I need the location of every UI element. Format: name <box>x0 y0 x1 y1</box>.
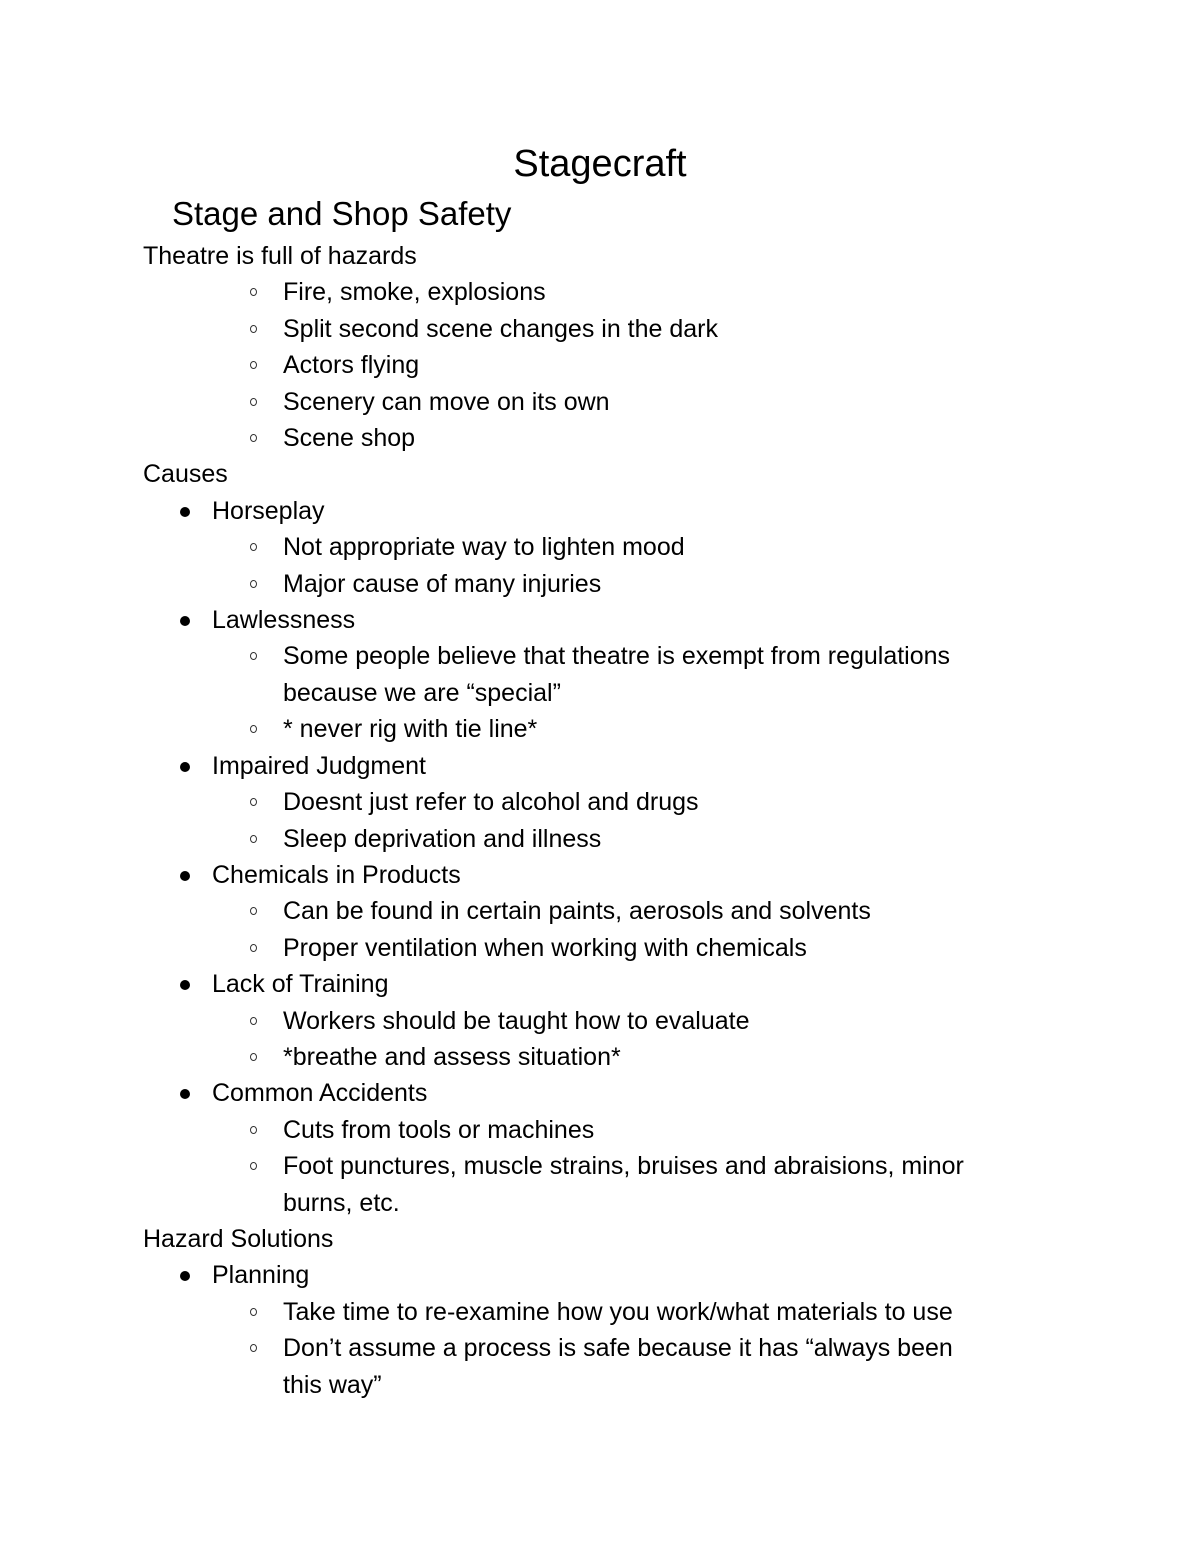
section-heading-causes: Causes <box>143 460 228 489</box>
list-item <box>0 638 1200 674</box>
list-item-text: Take time to re-examine how you work/what materials to use <box>283 1297 953 1326</box>
bullet-item-text: Horseplay <box>212 496 325 525</box>
document-title: Stagecraft <box>513 143 687 185</box>
section-heading-hazard-solutions: Hazard Solutions <box>143 1224 334 1253</box>
bullet-item-text: Lack of Training <box>212 970 389 999</box>
bullet-item-lack-of-training <box>0 966 1200 1002</box>
hollow-bullet-icon <box>250 1017 257 1025</box>
list-item-text: Scenery can move on its own <box>283 387 610 416</box>
hollow-bullet-icon <box>250 398 257 406</box>
list-item <box>0 930 1200 966</box>
list-item-text: Fire, smoke, explosions <box>283 278 546 307</box>
section-heading-hazards: Theatre is full of hazards <box>143 242 417 270</box>
bullet-item-horseplay <box>0 493 1200 529</box>
hollow-bullet-icon <box>250 434 257 442</box>
filled-bullet-icon <box>180 871 190 881</box>
hollow-bullet-icon <box>250 725 257 733</box>
bullet-item-text: Planning <box>212 1261 310 1290</box>
list-item-continuation: this way” <box>283 1370 382 1399</box>
list-item <box>0 821 1200 857</box>
hollow-bullet-icon <box>250 288 257 296</box>
hollow-bullet-icon <box>250 580 257 588</box>
bullet-item-chemicals <box>0 857 1200 893</box>
document-subtitle: Stage and Shop Safety <box>172 195 512 232</box>
bullet-item-text: Common Accidents <box>212 1079 428 1108</box>
list-item <box>0 274 1200 310</box>
list-item <box>0 1039 1200 1075</box>
filled-bullet-icon <box>180 616 190 626</box>
bullet-item-text: Impaired Judgment <box>212 751 427 780</box>
hollow-bullet-icon <box>250 1344 257 1352</box>
list-item-text: Can be found in certain paints, aerosols and solvents <box>283 897 871 926</box>
hollow-bullet-icon <box>250 1126 257 1134</box>
list-item-text: Scene shop <box>283 424 416 453</box>
bullet-item-text: Chemicals in Products <box>212 860 461 889</box>
list-item <box>0 384 1200 420</box>
list-item <box>0 311 1200 347</box>
list-item-text: Workers should be taught how to evaluate <box>283 1006 750 1035</box>
list-item <box>0 1294 1200 1330</box>
list-item <box>0 529 1200 565</box>
list-item-continuation: because we are “special” <box>283 678 561 707</box>
list-item <box>0 1003 1200 1039</box>
hollow-bullet-icon <box>250 798 257 806</box>
list-item <box>0 1330 1200 1366</box>
bullet-item-planning <box>0 1257 1200 1293</box>
list-item-text: Proper ventilation when working with chemicals <box>283 933 807 962</box>
filled-bullet-icon <box>180 1089 190 1099</box>
bullet-item-impaired-judgment <box>0 748 1200 784</box>
hollow-bullet-icon <box>250 361 257 369</box>
bullet-item-common-accidents <box>0 1075 1200 1111</box>
hollow-bullet-icon <box>250 835 257 843</box>
hollow-bullet-icon <box>250 944 257 952</box>
list-item <box>0 1148 1200 1184</box>
bullet-item-text: Lawlessness <box>212 606 356 635</box>
hollow-bullet-icon <box>250 1162 257 1170</box>
hollow-bullet-icon <box>250 1308 257 1316</box>
list-item <box>0 566 1200 602</box>
hollow-bullet-icon <box>250 543 257 551</box>
list-item-text: Actors flying <box>283 351 420 380</box>
filled-bullet-icon <box>180 980 190 990</box>
list-item <box>0 893 1200 929</box>
filled-bullet-icon <box>180 507 190 517</box>
list-item-text: Cuts from tools or machines <box>283 1115 595 1144</box>
list-item-text: Not appropriate way to lighten mood <box>283 533 685 562</box>
list-item <box>0 420 1200 456</box>
list-item-text: Doesnt just refer to alcohol and drugs <box>283 788 699 817</box>
list-item-text: Split second scene changes in the dark <box>283 314 718 343</box>
list-item-text: * never rig with tie line* <box>283 715 538 744</box>
hollow-bullet-icon <box>250 1053 257 1061</box>
filled-bullet-icon <box>180 762 190 772</box>
list-item-text: Don’t assume a process is safe because it has “always been <box>283 1334 953 1363</box>
bullet-item-lawlessness <box>0 602 1200 638</box>
filled-bullet-icon <box>180 1271 190 1281</box>
list-item-text: Sleep deprivation and illness <box>283 824 602 853</box>
hollow-bullet-icon <box>250 652 257 660</box>
list-item-text: *breathe and assess situation* <box>283 1042 621 1071</box>
hollow-bullet-icon <box>250 325 257 333</box>
document-body <box>0 238 1200 1403</box>
list-item <box>0 347 1200 383</box>
list-item-text: Foot punctures, muscle strains, bruises and abraisions, minor <box>283 1152 964 1181</box>
list-item <box>0 711 1200 747</box>
list-item-text: Major cause of many injuries <box>283 569 602 598</box>
list-item <box>0 784 1200 820</box>
list-item-text: Some people believe that theatre is exempt from regulations <box>283 642 951 671</box>
list-item-continuation: burns, etc. <box>283 1188 400 1217</box>
list-item <box>0 1112 1200 1148</box>
hollow-bullet-icon <box>250 907 257 915</box>
